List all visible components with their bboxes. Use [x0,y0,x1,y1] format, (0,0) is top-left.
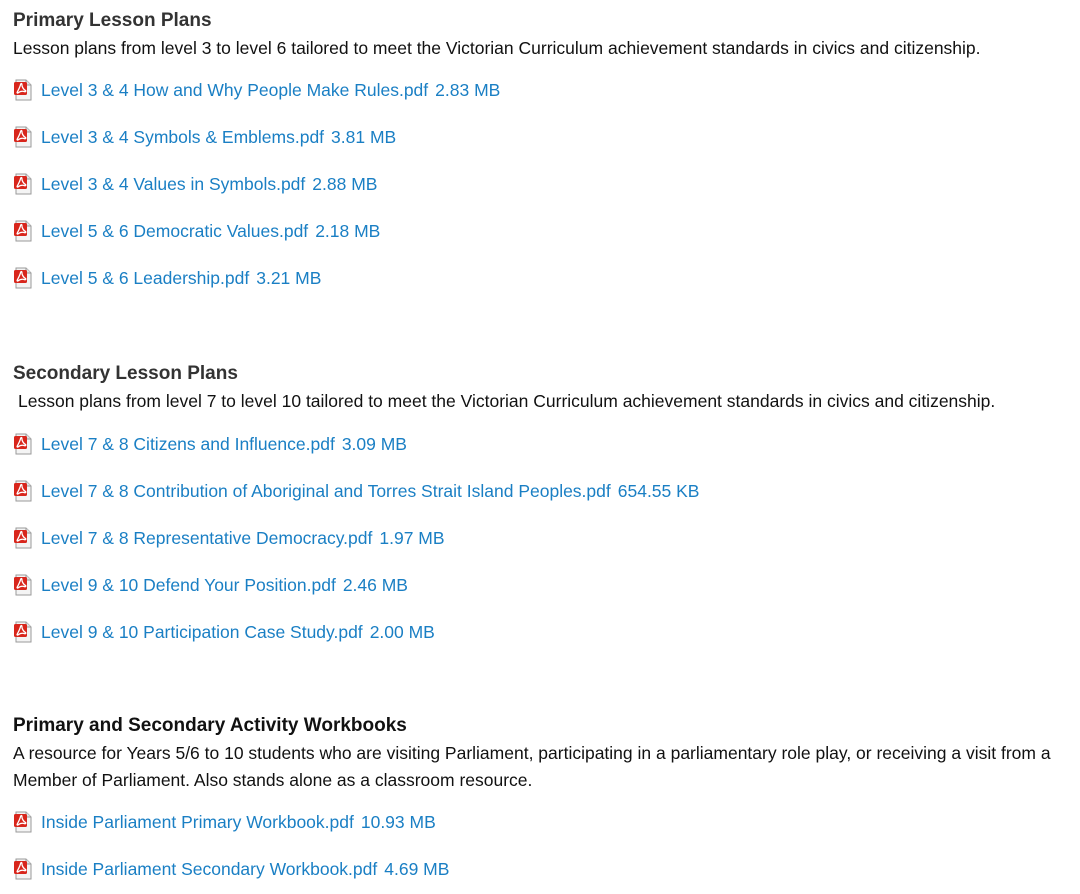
file-size: 3.81 MB [331,126,397,147]
pdf-file-icon[interactable] [13,173,33,195]
file-item [13,432,1073,456]
file-download-link[interactable]: Inside Parliament Primary Workbook.pdf [41,811,354,832]
pdf-file-icon[interactable] [13,811,33,833]
file-item [13,573,1073,597]
file-size: 1.97 MB [379,527,445,548]
file-size: 2.83 MB [435,79,501,100]
pdf-file-icon[interactable] [13,480,33,502]
section-title: Primary and Secondary Activity Workbooks [13,715,407,736]
file-item [13,479,1073,503]
file-item [13,172,1073,196]
file-download-link[interactable]: Level 9 & 10 Defend Your Position.pdf [41,574,336,595]
file-size: 4.69 MB [384,858,450,879]
file-download-link[interactable]: Level 3 & 4 Values in Symbols.pdf [41,173,306,194]
section-title: Primary Lesson Plans [13,10,212,31]
pdf-file-icon[interactable] [13,858,33,880]
file-size: 2.46 MB [342,574,408,595]
pdf-file-icon[interactable] [13,220,33,242]
file-download-link[interactable]: Level 5 & 6 Democratic Values.pdf [41,220,309,241]
file-size: 10.93 MB [360,811,436,832]
file-item [13,526,1073,550]
file-download-link[interactable]: Inside Parliament Secondary Workbook.pdf [41,858,378,879]
file-download-link[interactable]: Level 3 & 4 Symbols & Emblems.pdf [41,126,325,147]
file-item [13,125,1073,149]
file-download-link[interactable]: Level 7 & 8 Citizens and Influence.pdf [41,433,335,454]
primary-lesson-plans-section [13,8,1073,290]
file-item [13,266,1073,290]
secondary-lesson-plans-section [13,361,1073,644]
file-download-link[interactable]: Level 3 & 4 How and Why People Make Rules.pdf [41,79,429,100]
pdf-file-icon[interactable] [13,79,33,101]
section-description: Lesson plans from level 3 to level 6 tailored to meet the Victorian Curriculum achievement standards in civics and citizenship. [13,38,981,58]
pdf-file-icon[interactable] [13,527,33,549]
file-size: 3.09 MB [341,433,407,454]
pdf-file-icon[interactable] [13,433,33,455]
file-size: 2.88 MB [312,173,378,194]
pdf-file-icon[interactable] [13,126,33,148]
file-size: 3.21 MB [256,267,322,288]
file-download-link[interactable]: Level 9 & 10 Participation Case Study.pdf [41,621,363,642]
pdf-file-icon[interactable] [13,574,33,596]
file-item [13,857,1073,881]
file-download-link[interactable]: Level 7 & 8 Representative Democracy.pdf [41,527,373,548]
file-size: 654.55 KB [617,480,700,501]
file-item [13,810,1073,834]
file-size: 2.00 MB [369,621,435,642]
section-title: Secondary Lesson Plans [13,363,238,384]
file-item [13,219,1073,243]
file-download-link[interactable]: Level 5 & 6 Leadership.pdf [41,267,250,288]
file-item [13,78,1073,102]
file-download-link[interactable]: Level 7 & 8 Contribution of Aboriginal and Torres Strait Island Peoples.pdf [41,480,611,501]
file-item [13,620,1073,644]
pdf-file-icon[interactable] [13,621,33,643]
file-list [13,432,1073,644]
pdf-file-icon[interactable] [13,267,33,289]
activity-workbooks-section [13,713,1073,881]
file-size: 2.18 MB [315,220,381,241]
section-description: Lesson plans from level 7 to level 10 tailored to meet the Victorian Curriculum achievement standards in civics and citizenship. [18,391,996,411]
file-list [13,810,1073,881]
section-description: A resource for Years 5/6 to 10 students who are visiting Parliament, participating in a parliamentary role play, or receiving a visit from a Member of Parliament. Also stands alone as a classroom resource. [13,743,1051,790]
file-list [13,78,1073,290]
